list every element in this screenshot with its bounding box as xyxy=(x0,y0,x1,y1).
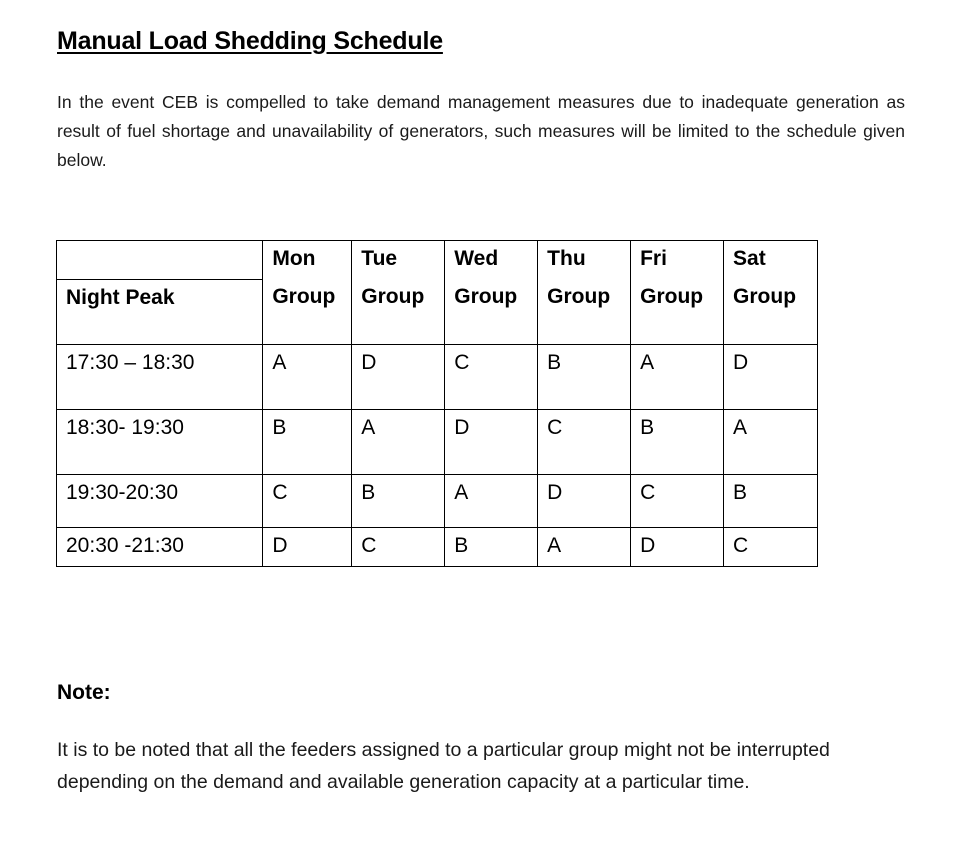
group-cell: C xyxy=(352,527,445,566)
group-cell: A xyxy=(538,527,631,566)
group-cell: A xyxy=(724,409,818,474)
time-slot-cell: 20:30 -21:30 xyxy=(57,527,263,566)
table-row xyxy=(57,344,818,409)
group-header-mon: Group xyxy=(263,279,352,344)
group-cell: A xyxy=(352,409,445,474)
group-cell: B xyxy=(538,344,631,409)
group-cell: C xyxy=(538,409,631,474)
day-header-wed: Wed xyxy=(445,241,538,280)
day-header-thu: Thu xyxy=(538,241,631,280)
group-cell: D xyxy=(538,474,631,527)
group-cell: D xyxy=(352,344,445,409)
table-group-header-row xyxy=(57,279,818,344)
time-slot-cell: 18:30- 19:30 xyxy=(57,409,263,474)
group-cell: C xyxy=(631,474,724,527)
group-cell: A xyxy=(445,474,538,527)
group-cell: B xyxy=(352,474,445,527)
group-header-tue: Group xyxy=(352,279,445,344)
group-cell: D xyxy=(724,344,818,409)
row-header-night-peak: Night Peak xyxy=(57,279,263,344)
group-cell: D xyxy=(445,409,538,474)
group-cell: C xyxy=(263,474,352,527)
group-cell: B xyxy=(631,409,724,474)
group-cell: C xyxy=(724,527,818,566)
table-corner-cell xyxy=(57,241,263,280)
group-header-wed: Group xyxy=(445,279,538,344)
time-slot-cell: 17:30 – 18:30 xyxy=(57,344,263,409)
day-header-tue: Tue xyxy=(352,241,445,280)
day-header-fri: Fri xyxy=(631,241,724,280)
note-label: Note: xyxy=(57,681,111,704)
day-header-sat: Sat xyxy=(724,241,818,280)
table-day-header-row xyxy=(57,241,818,280)
group-cell: A xyxy=(631,344,724,409)
group-cell: A xyxy=(263,344,352,409)
table-row xyxy=(57,527,818,566)
group-cell: D xyxy=(263,527,352,566)
load-shedding-table xyxy=(56,240,818,567)
page-title: Manual Load Shedding Schedule xyxy=(57,27,443,55)
table-row xyxy=(57,474,818,527)
group-header-thu: Group xyxy=(538,279,631,344)
group-cell: B xyxy=(445,527,538,566)
group-header-fri: Group xyxy=(631,279,724,344)
intro-paragraph: In the event CEB is compelled to take demand management measures due to inadequate generation as result of fuel shortage and unavailability of generators, such measures will be limited to the schedule given below. xyxy=(57,92,905,170)
group-cell: C xyxy=(445,344,538,409)
note-text: It is to be noted that all the feeders assigned to a particular group might not be interrupted depending on the demand and available generation capacity at a particular time. xyxy=(57,739,830,793)
group-cell: D xyxy=(631,527,724,566)
group-header-sat: Group xyxy=(724,279,818,344)
time-slot-cell: 19:30-20:30 xyxy=(57,474,263,527)
group-cell: B xyxy=(263,409,352,474)
day-header-mon: Mon xyxy=(263,241,352,280)
table-row xyxy=(57,409,818,474)
group-cell: B xyxy=(724,474,818,527)
